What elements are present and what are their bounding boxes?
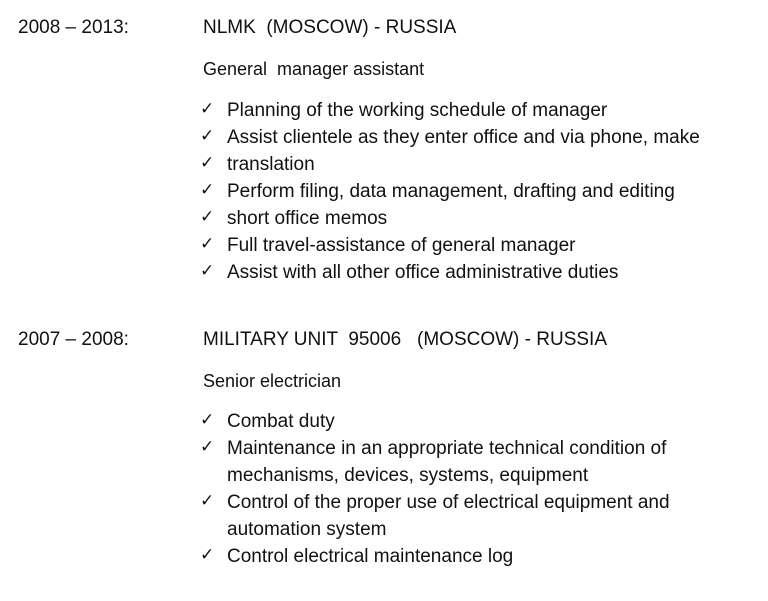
duty-list	[200, 97, 766, 286]
duty-item	[200, 543, 766, 570]
duty-text: Combat duty	[227, 411, 335, 432]
duty-item	[200, 232, 766, 259]
checkmark-icon: ✓	[200, 180, 215, 200]
checkmark-icon: ✓	[200, 153, 215, 173]
entry-period: 2008 – 2013:	[18, 17, 129, 38]
entry-organization: NLMK (MOSCOW) - RUSSIA	[203, 17, 457, 38]
duty-item	[200, 124, 766, 151]
duty-text: Assist clientele as they enter office and via phone, make	[227, 127, 700, 148]
duty-item	[200, 178, 766, 205]
checkmark-icon: ✓	[200, 437, 215, 457]
checkmark-icon: ✓	[200, 126, 215, 146]
duty-item	[200, 259, 766, 286]
duty-item	[200, 435, 747, 489]
entry-role: General manager assistant	[203, 59, 425, 79]
duty-text: Assist with all other office administrative duties	[227, 262, 619, 283]
duty-text: Full travel-assistance of general manager	[227, 235, 576, 256]
entry-period: 2007 – 2008:	[18, 329, 129, 350]
entry-role: Senior electrician	[203, 371, 342, 391]
duty-text: Control of the proper use of electrical equipment and automation system	[227, 492, 670, 540]
duty-item	[200, 205, 766, 232]
duty-text: Control electrical maintenance log	[227, 546, 514, 567]
duty-text: Perform filing, data management, drafting and editing	[227, 181, 675, 202]
checkmark-icon: ✓	[200, 99, 215, 119]
checkmark-icon: ✓	[200, 207, 215, 227]
checkmark-icon: ✓	[200, 545, 215, 565]
checkmark-icon: ✓	[200, 234, 215, 254]
duty-list	[200, 408, 766, 570]
entry-organization: MILITARY UNIT 95006 (MOSCOW) - RUSSIA	[203, 329, 608, 350]
duty-item	[200, 489, 747, 543]
duty-text: Maintenance in an appropriate technical condition of mechanisms, devices, systems, equipment	[227, 438, 667, 486]
duty-text: short office memos	[227, 208, 388, 229]
duty-item	[200, 97, 766, 124]
checkmark-icon: ✓	[200, 491, 215, 511]
checkmark-icon: ✓	[200, 410, 215, 430]
duty-item	[200, 151, 766, 178]
checkmark-icon: ✓	[200, 261, 215, 281]
duty-text: translation	[227, 154, 315, 175]
duty-text: Planning of the working schedule of manager	[227, 100, 608, 121]
duty-item	[200, 408, 766, 435]
